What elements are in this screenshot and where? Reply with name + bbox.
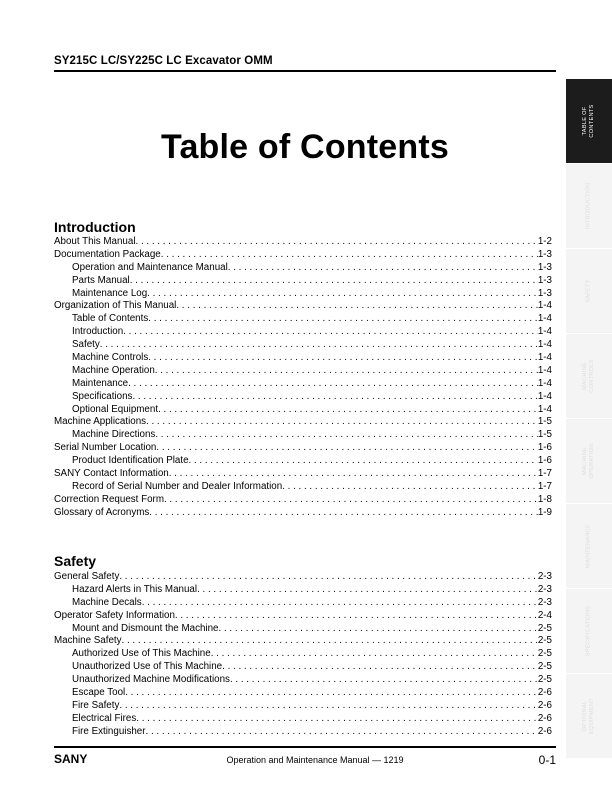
toc-entry[interactable] — [54, 262, 552, 275]
toc-entry-page: 2-5 — [537, 622, 552, 634]
toc-entry-label: Operator Safety Information — [54, 609, 175, 621]
toc-entry-page: 1-2 — [537, 236, 552, 247]
toc-entry-label: Serial Number Location — [54, 442, 157, 454]
toc-entry-page: 2-6 — [537, 725, 552, 737]
toc-dot-leader — [219, 623, 538, 636]
toc-entry-page: 2-3 — [537, 571, 552, 582]
toc-entry-page: 1-5 — [537, 416, 552, 428]
toc-entry-label: Mount and Dismount the Machine — [72, 622, 219, 634]
section-heading-safety: Safety — [54, 553, 97, 569]
toc-entry[interactable] — [54, 249, 552, 262]
toc-entry-page: 1-3 — [537, 261, 552, 273]
toc-entry-page: 1-6 — [537, 442, 552, 454]
toc-entry[interactable] — [54, 687, 552, 700]
toc-entry-page: 1-4 — [537, 352, 552, 364]
toc-entry-label: Record of Serial Number and Dealer Information — [72, 480, 283, 492]
toc-entry-page: 1-3 — [537, 274, 552, 286]
side-tab-safety[interactable] — [566, 249, 612, 333]
toc-dot-leader — [175, 610, 538, 623]
toc-dot-leader — [146, 726, 538, 739]
side-tab-machine-controls[interactable] — [566, 334, 612, 418]
toc-dot-leader — [136, 713, 538, 726]
toc-dot-leader — [128, 378, 538, 391]
toc-entry-page: 1-7 — [537, 468, 552, 480]
toc-entry-page: 2-5 — [537, 635, 552, 647]
toc-entry-label: Machine Operation — [72, 364, 155, 376]
toc-dot-leader — [228, 262, 538, 275]
toc-dot-leader — [147, 288, 538, 301]
toc-entry[interactable] — [54, 404, 552, 417]
side-tab-label: OPTIONAL EQUIPMENT — [582, 698, 595, 734]
side-tab-machine-operation[interactable] — [566, 419, 612, 503]
toc-dot-leader — [189, 455, 538, 468]
toc-dot-leader — [132, 391, 537, 404]
toc-entry[interactable] — [54, 700, 552, 713]
toc-entry-label: Authorized Use of This Machine — [72, 648, 211, 660]
toc-entry-page: 2-6 — [537, 699, 552, 711]
toc-entry-label: Maintenance — [72, 377, 129, 389]
toc-dot-leader — [211, 648, 538, 661]
toc-entry-page: 1-4 — [537, 339, 552, 351]
toc-entry-label: Optional Equipment — [72, 403, 159, 415]
toc-entry[interactable] — [54, 661, 552, 674]
toc-entry-label: Machine Decals — [72, 596, 142, 608]
side-tab-label: SAFETY — [585, 279, 592, 303]
toc-dot-leader — [100, 339, 538, 352]
toc-dot-leader — [155, 365, 538, 378]
toc-entry-label: Table of Contents — [72, 313, 149, 325]
toc-entry-label: Safety — [72, 339, 100, 351]
side-tab-maintenance[interactable] — [566, 504, 612, 588]
toc-entry-page: 2-3 — [537, 596, 552, 608]
toc-entry-page: 1-7 — [537, 480, 552, 492]
side-tab-label: TABLE OF CONTENTS — [582, 104, 595, 138]
toc-entry[interactable] — [54, 726, 552, 739]
toc-dot-leader — [146, 416, 538, 429]
toc-entry[interactable] — [54, 313, 552, 326]
toc-entry-label: Introduction — [72, 326, 124, 338]
toc-entry[interactable] — [54, 507, 552, 520]
toc-entry-label: Fire Extinguisher — [72, 725, 146, 737]
toc-entry[interactable] — [54, 571, 552, 584]
toc-entry-page: 1-3 — [537, 248, 552, 260]
toc-dot-leader — [122, 635, 538, 648]
toc-entry-label: Electrical Fires — [72, 712, 137, 724]
toc-entry-page: 1-8 — [537, 493, 552, 505]
toc-entry-page: 1-6 — [537, 455, 552, 467]
toc-dot-leader — [148, 313, 538, 326]
side-tab-label: MAINTENANCE — [585, 524, 592, 569]
toc-entry-page: 2-5 — [537, 661, 552, 673]
toc-entry[interactable] — [54, 378, 552, 391]
toc-entry-page: 1-5 — [537, 429, 552, 441]
toc-entry-label: Escape Tool — [72, 687, 126, 699]
toc-entry[interactable] — [54, 635, 552, 648]
toc-dot-leader — [142, 597, 538, 610]
toc-dot-leader — [156, 442, 537, 455]
footer-brand: SANY — [54, 752, 88, 766]
toc-entry-label: Unauthorized Use of This Machine — [72, 661, 223, 673]
side-tab-label: INTRODUCTION — [585, 182, 592, 230]
toc-dot-leader — [282, 481, 538, 494]
toc-entry-page: 1-4 — [537, 364, 552, 376]
toc-entry[interactable] — [54, 442, 552, 455]
toc-entry-label: General Safety — [54, 571, 120, 582]
toc-entry-label: Fire Safety — [72, 699, 120, 711]
toc-entry[interactable] — [54, 584, 552, 597]
toc-dot-leader — [169, 468, 538, 481]
toc-entry-label: Specifications — [72, 390, 133, 402]
toc-entry[interactable] — [54, 610, 552, 623]
side-tab-optional-equipment[interactable] — [566, 674, 612, 758]
toc-entry-page: 2-6 — [537, 687, 552, 699]
toc-entry-label: Machine Directions — [72, 429, 156, 441]
toc-entry-page: 1-4 — [537, 326, 552, 338]
toc-entry-page: 2-5 — [537, 674, 552, 686]
toc-dot-leader — [125, 687, 538, 700]
toc-entry[interactable] — [54, 352, 552, 365]
toc-dot-leader — [136, 236, 538, 249]
toc-dot-leader — [148, 352, 538, 365]
toc-dot-leader — [176, 300, 537, 313]
toc-dot-leader — [123, 326, 538, 339]
toc-entry-label: Product Identification Plate — [72, 455, 189, 467]
page-number: 0-1 — [538, 753, 556, 767]
toc-entry[interactable] — [54, 623, 552, 636]
toc-entry-page: 1-4 — [537, 313, 552, 325]
toc-entry-page: 2-3 — [537, 583, 552, 595]
toc-dot-leader — [164, 494, 538, 507]
page-title: Table of Contents — [161, 128, 449, 166]
toc-dot-leader — [161, 249, 538, 262]
toc-entry[interactable] — [54, 468, 552, 481]
toc-entry-label: Organization of This Manual — [54, 300, 177, 312]
side-tab-label: MACHINE CONTROLS — [582, 359, 595, 393]
side-tab-specifications[interactable] — [566, 589, 612, 673]
section-heading-introduction: Introduction — [54, 219, 136, 235]
toc-entry-label: Maintenance Log — [72, 287, 148, 299]
toc-entry-page: 2-6 — [537, 712, 552, 724]
toc-entry-page: 1-4 — [537, 300, 552, 312]
toc-dot-leader — [197, 584, 538, 597]
toc-entry-page: 2-5 — [537, 648, 552, 660]
toc-entry[interactable] — [54, 275, 552, 288]
toc-entry[interactable] — [54, 391, 552, 404]
toc-entry-label: SANY Contact Information — [54, 468, 169, 480]
side-tab-label: SPECIFICATIONS — [585, 605, 592, 657]
toc-entry[interactable] — [54, 326, 552, 339]
toc-entry[interactable] — [54, 339, 552, 352]
toc-entry[interactable] — [54, 674, 552, 687]
toc-entry-label: Glossary of Acronyms — [54, 506, 150, 518]
side-tab-introduction[interactable] — [566, 164, 612, 248]
toc-entry-page: 1-9 — [537, 506, 552, 518]
header-divider — [54, 70, 556, 72]
toc-entry[interactable] — [54, 300, 552, 313]
toc-list-safety — [54, 571, 552, 739]
toc-entry-label: Parts Manual — [72, 274, 130, 286]
toc-dot-leader — [119, 571, 537, 584]
footer-manual-name: Operation and Maintenance Manual — 1219 — [226, 755, 404, 765]
toc-entry-page: 1-3 — [537, 287, 552, 299]
toc-entry-label: Documentation Package — [54, 248, 161, 260]
side-tab-label: MACHINE OPERATION — [582, 443, 595, 479]
toc-entry-label: Machine Controls — [72, 352, 149, 364]
toc-dot-leader — [158, 404, 538, 417]
toc-dot-leader — [119, 700, 537, 713]
toc-entry-label: Unauthorized Machine Modifications — [72, 674, 230, 686]
side-tab-table-of-contents[interactable] — [566, 79, 612, 163]
toc-entry[interactable] — [54, 288, 552, 301]
toc-entry[interactable] — [54, 481, 552, 494]
toc-entry-page: 2-4 — [537, 609, 552, 621]
toc-entry[interactable] — [54, 365, 552, 378]
toc-entry[interactable] — [54, 236, 552, 249]
toc-dot-leader — [230, 674, 538, 687]
document-title: SY215C LC/SY225C LC Excavator OMM — [54, 55, 273, 67]
toc-entry-page: 1-4 — [537, 403, 552, 415]
toc-entry-label: Correction Request Form — [54, 493, 164, 505]
toc-entry-label: About This Manual — [54, 236, 136, 247]
toc-entry[interactable] — [54, 713, 552, 726]
toc-entry[interactable] — [54, 648, 552, 661]
toc-entry[interactable] — [54, 455, 552, 468]
toc-dot-leader — [130, 275, 538, 288]
toc-entry-page: 1-4 — [537, 390, 552, 402]
toc-dot-leader — [155, 429, 538, 442]
toc-entry-label: Machine Applications — [54, 416, 147, 428]
toc-entry[interactable] — [54, 429, 552, 442]
toc-entry[interactable] — [54, 416, 552, 429]
toc-entry[interactable] — [54, 494, 552, 507]
toc-entry-label: Hazard Alerts in This Manual — [72, 583, 198, 595]
toc-entry-label: Operation and Maintenance Manual — [72, 261, 228, 273]
toc-entry-page: 1-4 — [537, 377, 552, 389]
toc-entry[interactable] — [54, 597, 552, 610]
toc-entry-label: Machine Safety — [54, 635, 122, 647]
toc-dot-leader — [149, 507, 538, 520]
footer-divider — [54, 746, 556, 748]
toc-list-introduction — [54, 236, 552, 520]
toc-dot-leader — [222, 661, 538, 674]
side-tab-strip — [566, 79, 612, 759]
